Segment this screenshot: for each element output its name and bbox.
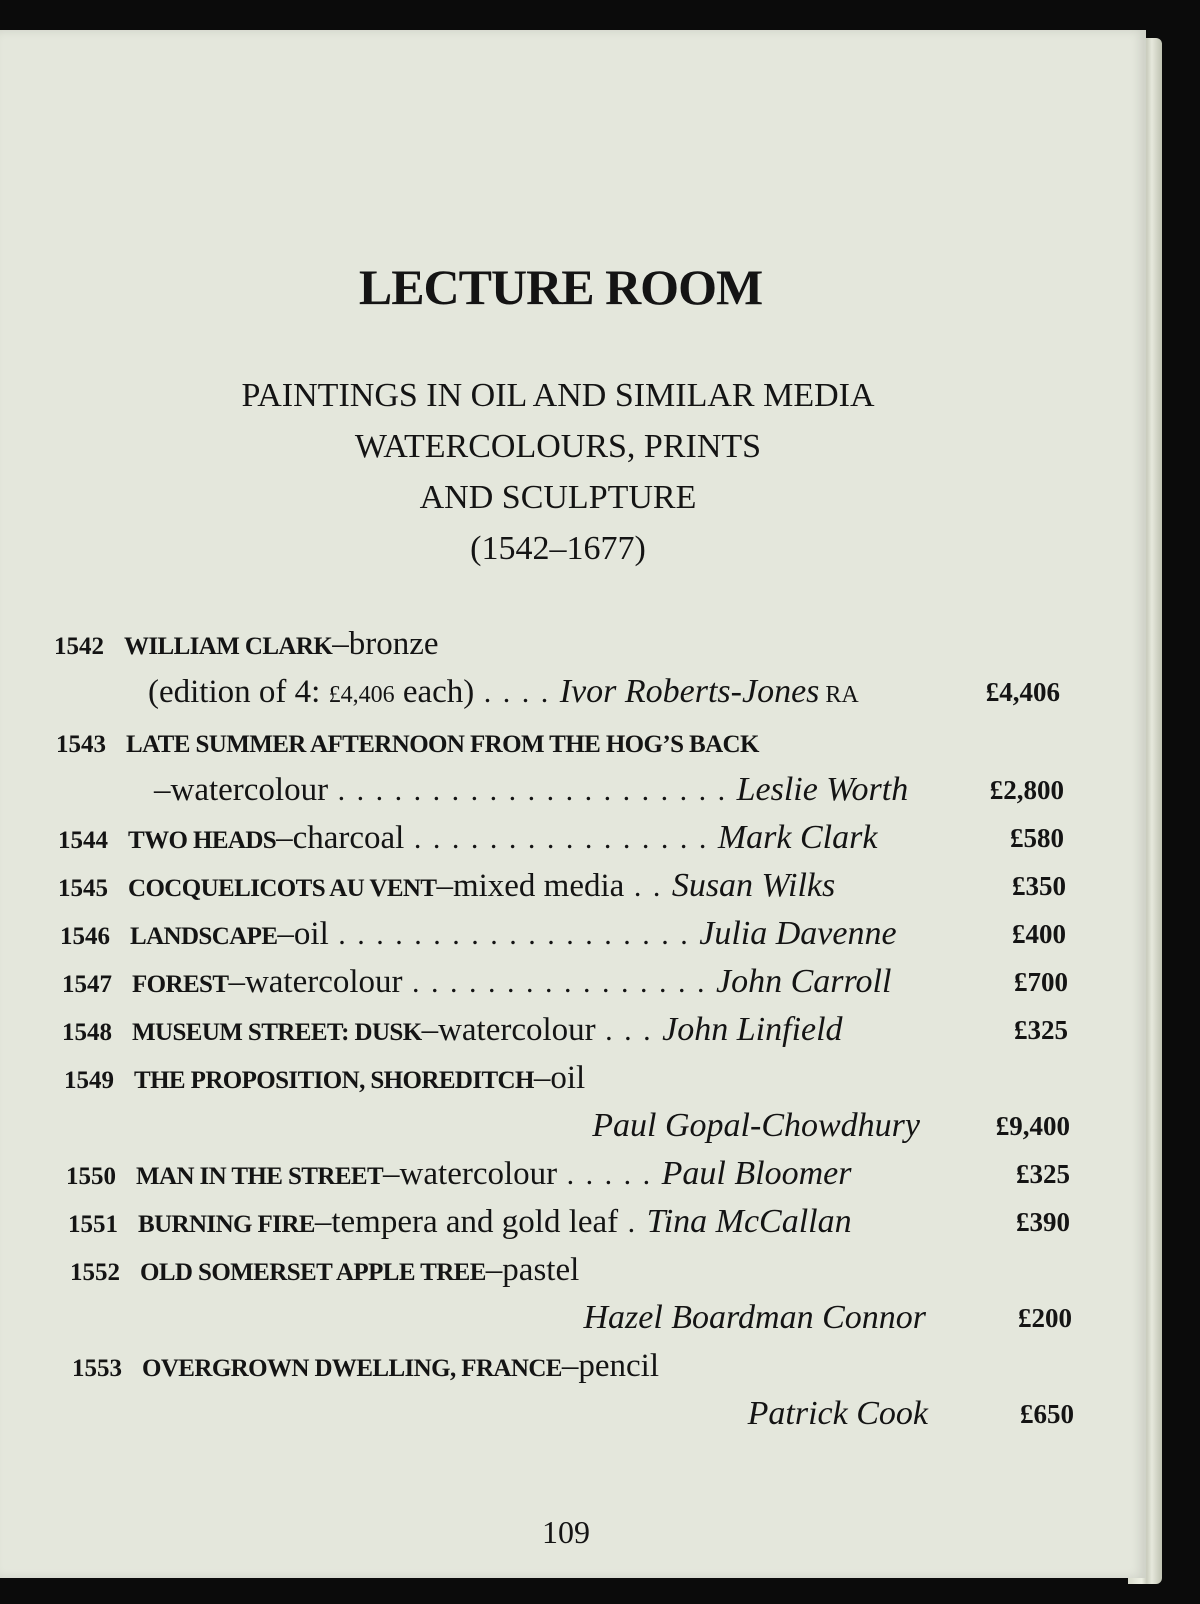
lot-entry — [56, 718, 1056, 766]
lot-entry-continuation — [154, 766, 1064, 814]
lot-number: 1544 — [58, 827, 108, 854]
leader-dots: . . . . . — [557, 1158, 662, 1191]
lot-number: 1548 — [62, 1019, 112, 1046]
lot-number: 1553 — [72, 1355, 122, 1382]
lot-number: 1543 — [56, 731, 106, 758]
lot-entry — [72, 1342, 1072, 1390]
work-medium: –oil — [533, 1060, 586, 1096]
artist-honour: RA — [819, 682, 859, 708]
work-title: LANDSCAPE — [130, 923, 278, 950]
lot-number: 1549 — [64, 1067, 114, 1094]
leader-dots: . . . . . . . . . . . . . . . . — [402, 966, 717, 999]
price: £700 — [1014, 967, 1068, 997]
work-title: FOREST — [132, 971, 229, 998]
work-title: MUSEUM STREET: DUSK — [132, 1019, 422, 1046]
lot-entry — [64, 1054, 1064, 1102]
work-medium: –tempera and gold leaf — [314, 1204, 619, 1240]
lot-number: 1551 — [68, 1211, 118, 1238]
leader-dots: . — [618, 1206, 647, 1239]
lot-entry — [58, 862, 1066, 910]
lot-number: 1547 — [62, 971, 112, 998]
work-title: OLD SOMERSET APPLE TREE — [140, 1259, 486, 1286]
page-title: LECTURE ROOM — [358, 259, 763, 315]
lot-entry — [70, 1246, 1070, 1294]
artist-name: Susan Wilks — [671, 867, 836, 904]
price: £580 — [1010, 823, 1064, 853]
artist-name: Ivor Roberts-Jones — [559, 673, 820, 710]
artist-name: Hazel Boardman Connor — [583, 1299, 926, 1336]
price: £200 — [1018, 1303, 1072, 1333]
lot-entry-continuation — [560, 1102, 1070, 1150]
lot-entry-continuation — [148, 668, 1060, 716]
artist-name: Patrick Cook — [747, 1395, 928, 1432]
work-medium: –pencil — [561, 1348, 659, 1384]
work-medium: –watercolour — [228, 964, 403, 1000]
section-subtitle — [0, 370, 1146, 574]
subtitle-line: (1542–1677) — [470, 530, 646, 567]
artist-name: John Linfield — [662, 1011, 843, 1048]
leader-dots: . . . . — [474, 676, 560, 709]
subtitle-line: AND SCULPTURE — [419, 479, 697, 516]
work-title: MAN IN THE STREET — [136, 1163, 384, 1190]
price: £4,406 — [985, 677, 1060, 707]
leader-dots: . . . . . . . . . . . . . . . . . . . . . — [328, 774, 737, 807]
lot-entry — [62, 1006, 1068, 1054]
work-title: WILLIAM CLARK — [124, 633, 333, 660]
work-medium: –charcoal — [276, 820, 405, 856]
work-title: THE PROPOSITION, SHOREDITCH — [134, 1067, 534, 1094]
leader-dots: . . . . . . . . . . . . . . . . — [404, 822, 718, 855]
leader-dots: . . — [624, 870, 672, 903]
lot-number: 1546 — [60, 923, 110, 950]
lot-entry — [62, 958, 1068, 1006]
artist-name: Mark Clark — [717, 819, 878, 856]
leader-dots: . . . . . . . . . . . . . . . . . . . — [328, 918, 700, 951]
subtitle-line: WATERCOLOURS, PRINTS — [354, 428, 762, 465]
work-medium: –pastel — [485, 1252, 580, 1288]
work-medium: –oil — [277, 916, 329, 952]
artist-name: Leslie Worth — [736, 771, 909, 808]
page-number: 109 — [542, 1514, 590, 1550]
work-medium: –mixed media — [436, 868, 625, 904]
catalogue-page — [0, 30, 1146, 1578]
subtitle-line: PAINTINGS IN OIL AND SIMILAR MEDIA — [241, 377, 875, 414]
work-title: COCQUELICOTS AU VENT — [128, 875, 437, 902]
work-medium: –bronze — [332, 626, 439, 662]
artist-name: Tina McCallan — [646, 1203, 852, 1240]
work-medium: –watercolour — [154, 772, 329, 808]
lot-entry — [66, 1150, 1070, 1198]
lot-number: 1550 — [66, 1163, 116, 1190]
lot-entry — [54, 620, 1054, 668]
price: £325 — [1016, 1159, 1070, 1189]
price: £390 — [1016, 1207, 1070, 1237]
lot-entry — [58, 814, 1064, 862]
lot-entry — [68, 1198, 1070, 1246]
work-medium: –watercolour — [383, 1156, 558, 1192]
artist-name: Paul Bloomer — [661, 1155, 852, 1192]
edition-price: £4,406 — [328, 682, 395, 708]
lot-number: 1545 — [58, 875, 108, 902]
work-medium: –watercolour — [421, 1012, 596, 1048]
price: £400 — [1012, 919, 1066, 949]
lot-entry-continuation — [560, 1294, 1072, 1342]
price: £350 — [1012, 871, 1066, 901]
edition-note-end: each) — [394, 674, 475, 710]
price: £9,400 — [995, 1111, 1070, 1141]
artist-name: Paul Gopal-Chowdhury — [592, 1107, 920, 1144]
artist-name: John Carroll — [716, 963, 892, 1000]
work-title: OVERGROWN DWELLING, FRANCE — [142, 1355, 562, 1382]
lot-entry-continuation — [700, 1390, 1074, 1438]
price: £325 — [1014, 1015, 1068, 1045]
lot-number: 1542 — [54, 633, 104, 660]
artist-name: Julia Davenne — [699, 915, 897, 952]
leader-dots: . . . — [595, 1014, 663, 1047]
work-title: TWO HEADS — [128, 827, 277, 854]
lot-entry — [60, 910, 1066, 958]
work-title: LATE SUMMER AFTERNOON FROM THE HOG’S BACK — [126, 731, 759, 758]
price: £650 — [1020, 1399, 1074, 1429]
lot-number: 1552 — [70, 1259, 120, 1286]
work-title: BURNING FIRE — [138, 1211, 315, 1238]
price: £2,800 — [989, 775, 1064, 805]
edition-note: (edition of 4: — [148, 674, 329, 710]
